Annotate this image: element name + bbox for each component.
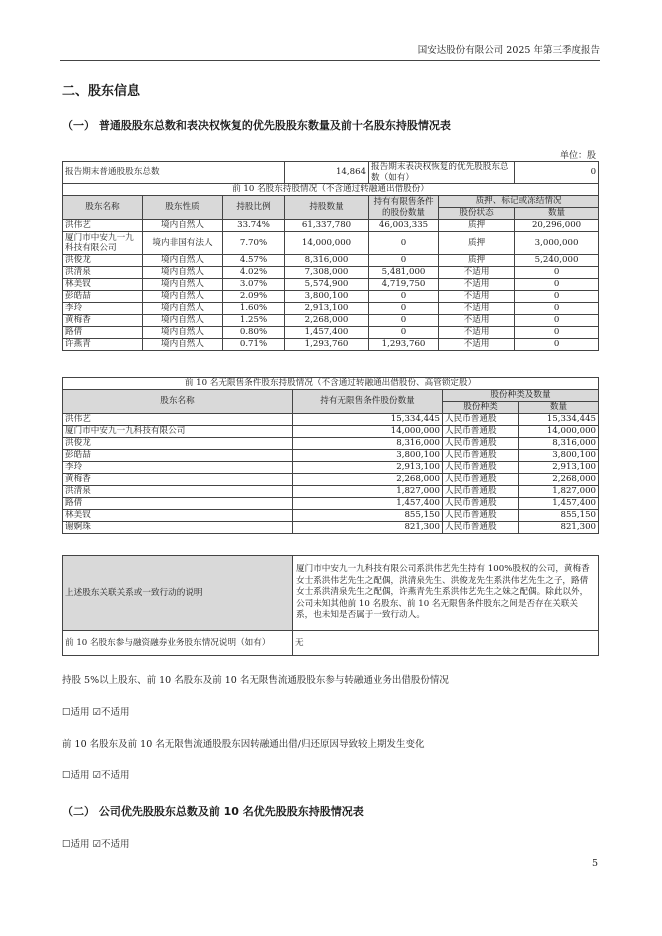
cell-name: 林美钗 [63, 279, 143, 291]
cell-status: 质押 [439, 220, 515, 232]
cell-type_qty: 15,334,445 [519, 414, 599, 426]
cell-qty: 61,337,780 [285, 220, 369, 232]
cell-qty: 821,300 [293, 522, 443, 534]
header-u-name: 股东名称 [63, 390, 293, 414]
cell-ratio: 0.71% [223, 339, 285, 351]
cell-pledge: 20,296,000 [515, 220, 599, 232]
cell-name: 彭皓喆 [63, 291, 143, 303]
subsection-title-1: （一） 普通股股东总数和表决权恢复的优先股股东数量及前十名股东持股情况表 [62, 119, 451, 132]
cell-ratio: 1.60% [223, 303, 285, 315]
cell-restricted: 46,003,335 [369, 220, 439, 232]
cell-pledge: 3,000,000 [515, 232, 599, 255]
cell-qty: 3,800,100 [293, 450, 443, 462]
cell-qty: 7,308,000 [285, 267, 369, 279]
common-holders-value: 14,864 [285, 162, 369, 184]
margin-label: 前 10 名股东参与融资融券业务股东情况说明（如有） [63, 631, 293, 656]
margin-value: 无 [293, 631, 599, 656]
section-title: 二、股东信息 [62, 84, 141, 99]
table-row [63, 426, 599, 438]
cell-status: 不适用 [439, 327, 515, 339]
unrestricted-header-row [63, 390, 599, 402]
cell-name: 黄梅香 [63, 315, 143, 327]
cell-type_qty: 2,268,000 [519, 474, 599, 486]
cell-name: 路倩 [63, 498, 293, 510]
cell-name: 李玲 [63, 303, 143, 315]
cell-type_qty: 14,000,000 [519, 426, 599, 438]
table-row [63, 510, 599, 522]
cell-nature: 境内非国有法人 [143, 232, 223, 255]
cell-name: 林美钗 [63, 510, 293, 522]
cell-type: 人民币普通股 [443, 426, 519, 438]
cell-restricted: 4,719,750 [369, 279, 439, 291]
cell-name: 许燕青 [63, 339, 143, 351]
table-row [63, 339, 599, 351]
cell-status: 不适用 [439, 291, 515, 303]
cell-nature: 境内自然人 [143, 255, 223, 267]
lending-paragraph: 持股 5%以上股东、前 10 名股东及前 10 名无限售流通股股东参与转融通业务出借股份情况 [62, 675, 449, 686]
cell-name: 洪清泉 [63, 267, 143, 279]
cell-name: 洪俊龙 [63, 438, 293, 450]
unit-label: 单位：股 [559, 151, 596, 161]
cell-type_qty: 1,827,000 [519, 486, 599, 498]
cell-qty: 1,457,400 [285, 327, 369, 339]
table-row [63, 220, 599, 232]
cell-restricted: 0 [369, 255, 439, 267]
table-row [63, 474, 599, 486]
cell-pledge: 0 [515, 327, 599, 339]
cell-qty: 8,316,000 [285, 255, 369, 267]
cell-qty: 2,913,100 [285, 303, 369, 315]
table-row [63, 255, 599, 267]
relation-text: 厦门市中安九一九科技有限公司系洪伟艺先生持有 100%股权的公司，黄梅香女士系洪伟艺先生之配偶，洪清泉先生、洪俊龙先生系洪伟艺先生之子，路倩女士系洪清泉先生之配偶，许燕青先生系洪伟艺先生之妹之配偶。除此以外，公司未知其他前 10 名股东、前 10 名无限售条件股东之间是否存在关联关系，也未知是否属于一致行动人。 [293, 556, 599, 631]
cell-status: 不适用 [439, 279, 515, 291]
cell-type: 人民币普通股 [443, 510, 519, 522]
cell-nature: 境内自然人 [143, 303, 223, 315]
header-restricted: 持有有限售条件的股份数量 [369, 196, 439, 220]
header-u-type: 股份种类 [443, 402, 519, 414]
cell-status: 不适用 [439, 267, 515, 279]
table-row [63, 315, 599, 327]
header-u-qty: 持有无限售条件股份数量 [293, 390, 443, 414]
cell-qty: 3,800,100 [285, 291, 369, 303]
cell-nature: 境内自然人 [143, 267, 223, 279]
table-row [63, 462, 599, 474]
header-nature: 股东性质 [143, 196, 223, 220]
cell-qty: 2,913,100 [293, 462, 443, 474]
table-row [63, 486, 599, 498]
change-applicability: ☐适用 ☑不适用 [62, 770, 130, 781]
cell-pledge: 0 [515, 291, 599, 303]
summary-row [63, 162, 599, 184]
cell-ratio: 2.09% [223, 291, 285, 303]
cell-status: 质押 [439, 232, 515, 255]
header-pledge-group: 质押、标记或冻结情况 [439, 196, 599, 208]
cell-pledge: 0 [515, 279, 599, 291]
cell-name: 洪伟艺 [63, 220, 143, 232]
cell-pledge: 0 [515, 339, 599, 351]
cell-type: 人民币普通股 [443, 438, 519, 450]
cell-type: 人民币普通股 [443, 474, 519, 486]
table-row [63, 232, 599, 255]
table-row [63, 303, 599, 315]
change-paragraph: 前 10 名股东及前 10 名无限售流通股股东因转融通出借/归还原因导致较上期发生变化 [62, 739, 425, 750]
relation-label: 上述股东关联关系或一致行动的说明 [63, 556, 293, 631]
header-u-type-qty: 数量 [519, 402, 599, 414]
cell-type: 人民币普通股 [443, 522, 519, 534]
cell-restricted: 0 [369, 232, 439, 255]
cell-name: 谢婀珠 [63, 522, 293, 534]
cell-status: 不适用 [439, 303, 515, 315]
cell-ratio: 33.74% [223, 220, 285, 232]
cell-qty: 1,827,000 [293, 486, 443, 498]
cell-ratio: 1.25% [223, 315, 285, 327]
header-qty: 持股数量 [285, 196, 369, 220]
cell-qty: 8,316,000 [293, 438, 443, 450]
cell-qty: 14,000,000 [285, 232, 369, 255]
header-pledge-qty: 数量 [515, 208, 599, 220]
cell-ratio: 3.07% [223, 279, 285, 291]
cell-type: 人民币普通股 [443, 450, 519, 462]
cell-ratio: 4.57% [223, 255, 285, 267]
cell-ratio: 7.70% [223, 232, 285, 255]
table-row [63, 414, 599, 426]
cell-pledge: 0 [515, 267, 599, 279]
cell-name: 李玲 [63, 462, 293, 474]
preferred-applicability: ☐适用 ☑不适用 [62, 839, 130, 850]
cell-qty: 2,268,000 [285, 315, 369, 327]
cell-name: 厦门市中安九一九科技有限公司 [63, 232, 143, 255]
common-holders-label: 报告期末普通股股东总数 [63, 162, 285, 184]
lending-applicability: ☐适用 ☑不适用 [62, 707, 130, 718]
cell-qty: 2,268,000 [293, 474, 443, 486]
cell-qty: 5,574,900 [285, 279, 369, 291]
cell-nature: 境内自然人 [143, 279, 223, 291]
cell-status: 质押 [439, 255, 515, 267]
cell-type_qty: 2,913,100 [519, 462, 599, 474]
cell-type: 人民币普通股 [443, 462, 519, 474]
cell-qty: 1,457,400 [293, 498, 443, 510]
table-row [63, 522, 599, 534]
cell-type_qty: 855,150 [519, 510, 599, 522]
header-ratio: 持股比例 [223, 196, 285, 220]
page-header: 国安达股份有限公司 2025 年第三季度报告 [60, 42, 600, 61]
cell-restricted: 0 [369, 315, 439, 327]
cell-type_qty: 8,316,000 [519, 438, 599, 450]
cell-name: 黄梅香 [63, 474, 293, 486]
cell-qty: 14,000,000 [293, 426, 443, 438]
page-number: 5 [591, 858, 598, 869]
cell-pledge: 5,240,000 [515, 255, 599, 267]
pref-holders-value: 0 [515, 162, 599, 184]
cell-name: 彭皓喆 [63, 450, 293, 462]
cell-name: 路倩 [63, 327, 143, 339]
table-row [63, 327, 599, 339]
cell-qty: 1,293,760 [285, 339, 369, 351]
cell-nature: 境内自然人 [143, 327, 223, 339]
cell-type_qty: 821,300 [519, 522, 599, 534]
cell-type: 人民币普通股 [443, 414, 519, 426]
cell-ratio: 4.02% [223, 267, 285, 279]
cell-name: 洪伟艺 [63, 414, 293, 426]
header-pledge-status: 股份状态 [439, 208, 515, 220]
cell-type: 人民币普通股 [443, 498, 519, 510]
cell-name: 洪清泉 [63, 486, 293, 498]
top10-header-row [63, 196, 599, 208]
cell-restricted: 1,293,760 [369, 339, 439, 351]
cell-name: 厦门市中安九一九科技有限公司 [63, 426, 293, 438]
pref-holders-label: 报告期末表决权恢复的优先股股东总数（如有） [369, 162, 515, 184]
cell-ratio: 0.80% [223, 327, 285, 339]
cell-qty: 15,334,445 [293, 414, 443, 426]
cell-qty: 855,150 [293, 510, 443, 522]
cell-pledge: 0 [515, 303, 599, 315]
cell-status: 不适用 [439, 339, 515, 351]
unrestricted-title-row [63, 378, 599, 390]
table-row [63, 291, 599, 303]
unrestricted-title: 前 10 名无限售条件股东持股情况（不含通过转融通出借股份、高管锁定股） [63, 378, 599, 390]
cell-type_qty: 1,457,400 [519, 498, 599, 510]
table-row [63, 450, 599, 462]
cell-restricted: 0 [369, 327, 439, 339]
header-name: 股东名称 [63, 196, 143, 220]
cell-nature: 境内自然人 [143, 291, 223, 303]
cell-nature: 境内自然人 [143, 220, 223, 232]
cell-restricted: 0 [369, 291, 439, 303]
cell-restricted: 0 [369, 303, 439, 315]
cell-type_qty: 3,800,100 [519, 450, 599, 462]
cell-restricted: 5,481,000 [369, 267, 439, 279]
relation-table [62, 555, 599, 656]
table-row [63, 438, 599, 450]
cell-status: 不适用 [439, 315, 515, 327]
cell-nature: 境内自然人 [143, 339, 223, 351]
cell-nature: 境内自然人 [143, 315, 223, 327]
cell-pledge: 0 [515, 315, 599, 327]
relation-row [63, 556, 599, 631]
subsection-title-2: （二） 公司优先股股东总数及前 10 名优先股股东持股情况表 [62, 805, 364, 818]
table-row [63, 267, 599, 279]
cell-type: 人民币普通股 [443, 486, 519, 498]
top10-title-row [63, 184, 599, 196]
table-row [63, 498, 599, 510]
table-row [63, 279, 599, 291]
margin-row [63, 631, 599, 656]
unrestricted-shareholders-table [62, 377, 599, 534]
header-u-type-group: 股份种类及数量 [443, 390, 599, 402]
top10-title: 前 10 名股东持股情况（不含通过转融通出借股份） [63, 184, 599, 196]
top10-shareholders-table [62, 161, 599, 351]
cell-name: 洪俊龙 [63, 255, 143, 267]
